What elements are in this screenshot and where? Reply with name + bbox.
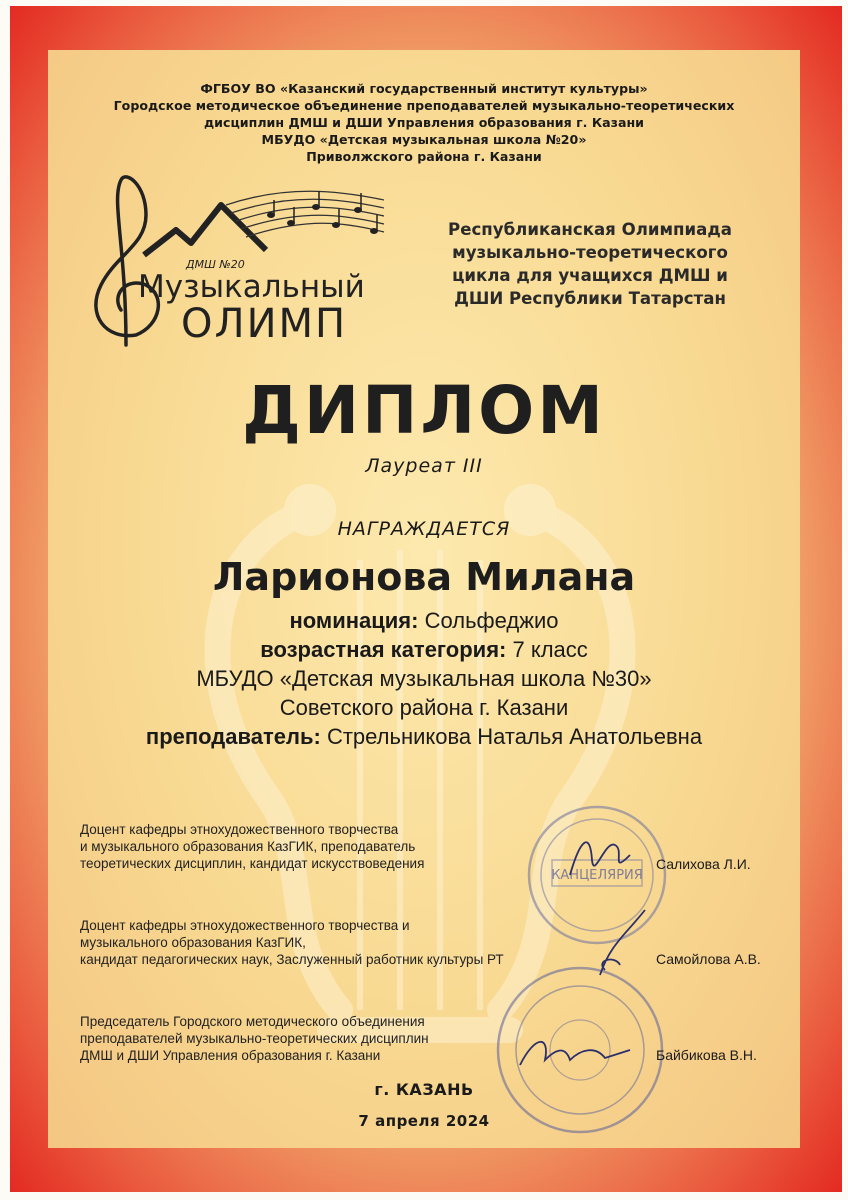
age-value: 7 класс	[512, 637, 588, 662]
olympiad-line: цикла для учащихся ДМШ и	[452, 266, 728, 285]
teacher-value: Стрельникова Наталья Анатольевна	[326, 724, 703, 749]
signatory-block	[80, 821, 424, 872]
signatory-block	[80, 1013, 429, 1064]
stamp-text: КАНЦЕЛЯРИЯ	[551, 868, 643, 883]
signatory-title-line: кандидат педагогических наук, Заслуженный работник культуры РТ	[80, 952, 504, 967]
awarded-label: НАГРАЖДАЕТСЯ	[337, 518, 511, 540]
olympiad-line: музыкально-теоретического	[452, 243, 728, 262]
organizer-line: ФГБОУ ВО «Казанский государственный институт культуры»	[200, 81, 648, 96]
laureate-degree: Лауреат III	[365, 455, 483, 477]
mountain-icon	[144, 205, 266, 255]
city: г. КАЗАНЬ	[374, 1080, 474, 1099]
signatory-name: Самойлова А.В.	[656, 951, 761, 967]
olympiad-line: Республиканская Олимпиада	[448, 220, 732, 239]
signatory-title-line: преподавателей музыкально-теоретических дисциплин	[80, 1031, 429, 1046]
logo-school: ДМШ №20	[186, 258, 245, 271]
signature-samoylova	[585, 905, 665, 985]
signature-salikhova	[560, 820, 640, 890]
nomination-line	[0, 606, 848, 635]
signatory-name: Салихова Л.И.	[656, 856, 751, 872]
signature-baybikova	[515, 1030, 635, 1080]
signatory-name: Байбикова В.Н.	[656, 1047, 757, 1063]
signatory-block	[80, 917, 504, 968]
signatory-title-line: Председатель Городского методического объединения	[80, 1014, 425, 1029]
organizer-line: МБУДО «Детская музыкальная школа №20»	[261, 132, 587, 147]
age-label: возрастная категория:	[260, 637, 507, 662]
date: 7 апреля 2024	[358, 1112, 490, 1130]
signatory-title-line: музыкального образования КазГИК,	[80, 935, 306, 950]
organizer-line: Городское методическое объединение преподавателей музыкально-теоретических	[113, 98, 735, 113]
signatory-title-line: и музыкального образования КазГИК, преподаватель	[80, 839, 416, 854]
signatory-title-line: теоретических дисциплин, кандидат искусствоведения	[80, 856, 425, 871]
recipient-name: Ларионова Милана	[212, 555, 636, 599]
teacher-line	[0, 722, 848, 751]
olympiad-title	[400, 218, 780, 310]
school-line: Советского района г. Казани	[279, 695, 569, 720]
award-details	[0, 606, 848, 751]
organizer-line: Приволжского района г. Казани	[306, 149, 542, 164]
nomination-value: Сольфеджио	[424, 608, 559, 633]
diploma-title: ДИПЛОМ	[242, 372, 606, 449]
signatory-title-line: Доцент кафедры этнохудожественного творчества и	[80, 918, 410, 933]
teacher-label: преподаватель:	[145, 724, 321, 749]
treble-clef-icon	[96, 177, 158, 345]
organizer-line: дисциплин ДМШ и ДШИ Управления образования г. Казани	[204, 115, 644, 130]
age-line	[0, 635, 848, 664]
signatory-title-line: Доцент кафедры этнохудожественного творчества	[80, 822, 399, 837]
logo-line2: ОЛИМП	[181, 301, 348, 347]
logo-line1: Музыкальный	[138, 269, 365, 305]
school-line: МБУДО «Детская музыкальная школа №30»	[196, 666, 652, 691]
signatory-title-line: ДМШ и ДШИ Управления образования г. Казани	[80, 1048, 381, 1063]
nomination-label: номинация:	[289, 608, 419, 633]
organizers-block	[0, 80, 848, 165]
olympiad-line: ДШИ Республики Татарстан	[454, 289, 726, 308]
olimp-logo	[66, 165, 396, 355]
